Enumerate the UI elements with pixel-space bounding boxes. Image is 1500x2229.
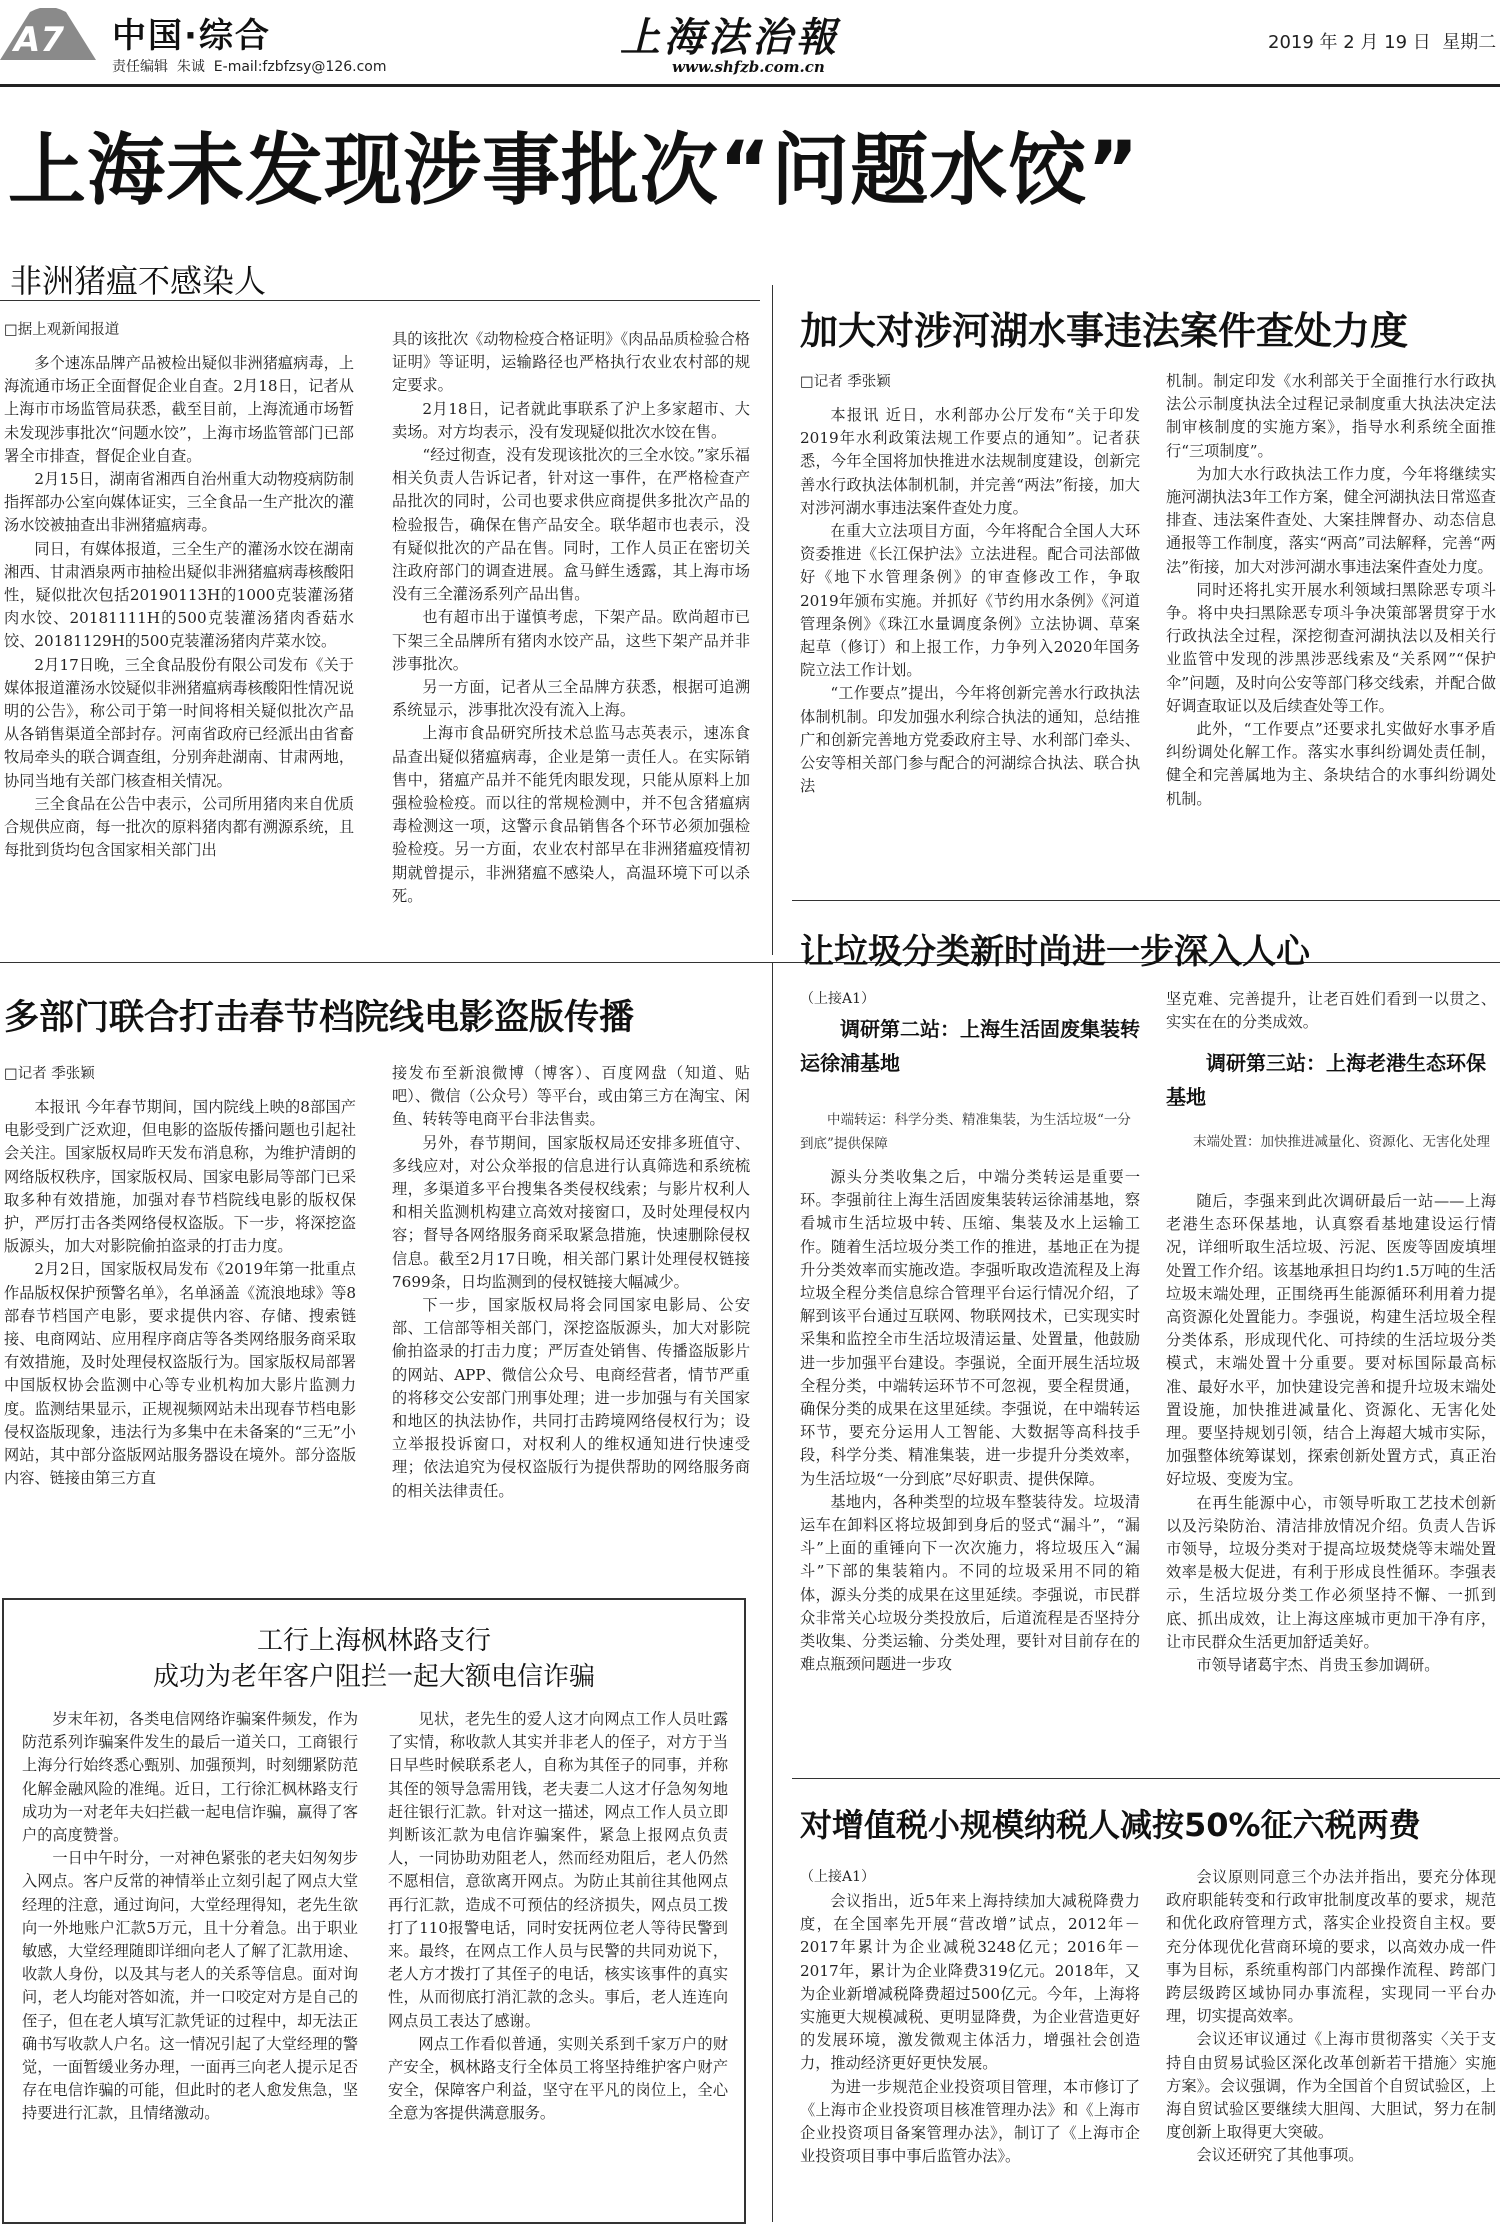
paragraph: 网点工作看似普通，实则关系到千家万户的财产安全，枫林路支行全体员工将坚持维护客户财产安全，保障客户利益，坚守在平凡的岗位上，全心全意为客提供满意服务。 <box>388 2034 728 2123</box>
paragraph: 也有超市出于谨慎考虑，下架产品。欧尚超市已下架三全品牌所有猪肉水饺产品，这些下架产品并非涉事批次。 <box>392 608 750 673</box>
article-3-col-2 <box>392 1062 750 1556</box>
section-subhead <box>1166 1046 1496 1114</box>
paragraph: 接发布至新浪微博（博客）、百度网盘（知道、贴吧）、微信（公众号）等平台，或由第三方在淘宝、闲鱼、转转等电商平台非法售卖。 <box>392 1064 750 1129</box>
divider <box>792 900 1500 901</box>
byline-2: □记者 季张颖 <box>800 374 891 390</box>
paragraph: 见状，老先生的爱人这才向网点工作人员吐露了实情，称收款人其实并非老人的侄子，对方于当日早些时候联系老人，自称为其侄子的同事，并称其侄的领导急需用钱，老夫妻二人这才仔急匆匆地赶往银行汇款。针对这一描述，网点工作人员立即判断该汇款为电信诈骗案件，紧急上报网点负责人，一同协助劝阻老人，然而经劝阻后，老人仍然不愿相信，意欲离开网点。为防止其前往其他网点再行汇款，造成不可预估的经济损失，网点员工拨打了110报警电话，同时安抚两位老人等待民警到来。最终，在网点工作人员与民警的共同劝说下，老人方才拨打了其侄子的电话，核实该事件的真实性，从而彻底打消汇款的念头。事后，老人连连向网点员工表达了感谢。 <box>388 1710 728 2030</box>
paragraph: 坚克难、完善提升，让老百姓们看到一以贯之、实实在在的分类成效。 <box>1166 990 1496 1032</box>
article-headline-3: 多部门联合打击春节档院线电影盗版传播 <box>4 998 635 1038</box>
article-headline-1: 上海未发现涉事批次“问题水饺” <box>8 126 1140 216</box>
subhead-text: 调研第二站：上海生活固废集装转运徐浦基地 <box>800 1017 1140 1075</box>
article-headline-4-line-2: 成功为老年客户阻拦一起大额电信诈骗 <box>152 1662 595 1692</box>
lead-text: 末端处置：加快推进减量化、资源化、无害化处理 <box>1193 1134 1490 1150</box>
divider <box>792 1778 1500 1779</box>
section-subhead <box>800 1012 1140 1080</box>
paragraph: “工作要点”提出，今年将创新完善水行政执法体制机制。印发加强水利综合执法的通知，总结推广和创新完善地方党委政府主导、水利部门牵头、公安等相关部门参与配合的河湖综合执法、联合执法 <box>800 684 1140 796</box>
article-5-col-2-top <box>1166 988 1496 1036</box>
continued-from: （上接A1） <box>800 991 876 1007</box>
paragraph: 另外，春节期间，国家版权局还安排多班值守、多线应对，对公众举报的信息进行认真筛选和系统梳理，多渠道多平台搜集各类侵权线索；与影片权利人和相关监测机构建立高效对接窗口，及时处理侵权内容；督导各网络服务商采取紧急措施，快速删除侵权信息。截至2月17日晚，相关部门累计处理侵权链接7699条，日均监测到的侵权链接大幅减少。 <box>392 1133 750 1291</box>
article-headline-4-line-1: 工行上海枫林路支行 <box>256 1626 491 1656</box>
paragraph: 会议指出，近5年来上海持续加大减税降费力度，在全国率先开展“营改增”试点，2012年－2017年累计为企业减税3248亿元；2016年－2017年，累计为企业降费319亿元。2018年，又为企业新增减税降费超过500亿元。今年，上海将实施更大规模减税、更明显降费，为企业营造更好的发展环境，激发微观主体活力，增强社会创造力，推动经济更好更快发展。 <box>800 1892 1140 2073</box>
divider <box>772 962 773 2222</box>
paragraph: 一日中午时分，一对神色紧张的老夫妇匆匆步入网点。客户反常的神情举止立刻引起了网点大堂经理的注意，通过询问，大堂经理得知，老先生欲向一外地账户汇款5万元，且十分着急。出于职业敏感，大堂经理随即详细向老人了解了汇款用途、收款人身份，以及其与老人的关系等信息。面对询问，老人均能对答如流，并一口咬定对方是自己的侄子，但在老人填写汇款凭证的过程中，却无法正确书写收款人户名。这一情况引起了大堂经理的警觉，一面暂缓业务办理，一面再三向老人提示足否存在电信诈骗的可能，但此时的老人愈发焦急，坚持要进行汇款，且情绪激动。 <box>22 1849 358 2123</box>
byline-1: □据上观新闻报道 <box>4 322 120 338</box>
section-lead <box>1166 1130 1496 1154</box>
continued-from: （上接A1） <box>800 1869 876 1885</box>
paragraph: 源头分类收集之后，中端分类转运是重要一环。李强前往上海生活固废集装转运徐浦基地，察看城市生活垃圾中转、压缩、集装及水上运输工作。随着生活垃圾分类工作的推进，基地正在为提升分类效率而实施改造。李强听取改造流程及上海垃圾全程分类信息综合管理平台运行情况介绍，了解到该平台通过互联网、物联网技术，已实现实时采集和监控全市生活垃圾清运量、处置量，他鼓励进一步加强平台建设。李强说，全面开展生活垃圾全程分类，中端转运环节不可忽视，要全程贯通，确保分类的成果在这里延续。李强说，在中端转运环节，要充分运用人工智能、大数据等高科技手段，科学分类、精准集装，进一步提升分类效率，为生活垃圾“一分到底”尽好职责、提供保障。 <box>800 1168 1140 1488</box>
divider <box>0 300 760 301</box>
article-4-col-1 <box>22 1708 358 2216</box>
website: www.shfzb.com.cn <box>672 58 825 76</box>
lead-text: 中端转运：科学分类、精准集装，为生活垃圾“一分到底”提供保障 <box>800 1112 1131 1152</box>
paragraph: 此外，“工作要点”还要求扎实做好水事矛盾纠纷调处化解工作。落实水事纠纷调处责任制，健全和完善属地为主、条块结合的水事纠纷调处机制。 <box>1166 720 1496 808</box>
issue-date: 2019 年 2 月 19 日 星期二 <box>1268 32 1497 53</box>
byline-3: □记者 季张颖 <box>4 1066 95 1082</box>
paragraph: 2月18日，记者就此事联系了沪上多家超市、大卖场。对方均表示，没有发现疑似批次水饺在售。 <box>392 399 750 441</box>
subhead-text: 调研第三站：上海老港生态环保基地 <box>1166 1051 1486 1109</box>
paragraph: 基地内，各种类型的垃圾车整装待发。垃圾清运车在卸料区将垃圾卸到身后的竖式“漏斗”，“漏斗”上面的重锤向下一次次施力，将垃圾压入“漏斗”下部的集装箱内。不同的垃圾采用不同的箱体，源头分类的成果在这里延续。李强说，市民群众非常关心垃圾分类投放后，后道流程是否坚持分类收集、分类运输、分类处理，要针对目前存在的难点瓶颈问题进一步攻 <box>800 1492 1140 1674</box>
article-2-col-2 <box>1166 370 1496 952</box>
paragraph: 多个速冻品牌产品被检出疑似非洲猪瘟病毒，上海流通市场正全面督促企业自查。2月18日，记者从上海市市场监管局获悉，截至目前，上海流通市场暂未发现涉事批次“问题水饺”，上海市场监管部门已部署全市排查，督促企业自查。 <box>4 354 354 465</box>
paragraph: 本报讯 今年春节期间，国内院线上映的8部国产电影受到广泛欢迎，但电影的盗版传播问题也引起社会关注。国家版权局昨天发布消息称，为维护清朗的网络版权秩序，国家版权局、国家电影局等部门已采取多种有效措施，加强对春节档院线电影的版权保护，严厉打击各类网络侵权盗版。下一步，将深挖盗版源头，加大对影院偷拍盗录的打击力度。 <box>4 1098 356 1256</box>
paragraph: 另一方面，记者从三全品牌方获悉，根据可追溯系统显示，涉事批次没有流入上海。 <box>392 678 750 720</box>
paragraph: 会议原则同意三个办法并指出，要充分体现政府职能转变和行政审批制度改革的要求，规范和优化政府管理方式，落实企业投资自主权。要充分体现优化营商环境的要求，以高效办成一件事为目标，系统重构部门内部操作流程、跨部门跨层级跨区域协同办事流程，实现同一平台办理，切实提高效率。 <box>1166 1868 1496 2026</box>
paragraph: 2月15日，湖南省湘西自治州重大动物疫病防制指挥部办公室向媒体证实，三全食品一生产批次的灌汤水饺被抽查出非洲猪瘟病毒。 <box>4 470 354 535</box>
paragraph: 为加大水行政执法工作力度，今年将继续实施河湖执法3年工作方案，健全河湖执法日常巡查排查、违法案件查处、大案挂牌督办、动态信息通报等工作制度，落实“两高”司法解释，完善“两法”衔接，加大对涉河湖水事违法案件查处力度。 <box>1166 464 1496 576</box>
paragraph: 机制。制定印发《水利部关于全面推行水行政执法公示制度执法全过程记录制度重大执法决定法制审核制度的实施方案》，指导水利系统全面推行“三项制度”。 <box>1166 372 1496 460</box>
article-1-col-2 <box>392 328 750 952</box>
paragraph: 同时还将扎实开展水利领域扫黑除恶专项斗争。将中央扫黑除恶专项斗争决策部署贯穿于水行政执法全过程，深挖彻查河湖执法以及相关行业监管中发现的涉黑涉恶线索及“关系网”“保护伞”问题，及时向公安等部门移交线索，并配合做好调查取证以及后续查处等工作。 <box>1166 580 1496 715</box>
article-3-col-1 <box>4 1096 356 1556</box>
masthead-logo: 上海法治報 <box>620 14 840 61</box>
paragraph: 本报讯 近日，水利部办公厅发布“关于印发2019年水利政策法规工作要点的通知”。记者获悉，今年全国将加快推进水法规制度建设，创新完善水行政执法体制机制，并完善“两法”衔接，加大对涉河湖水事违法案件查处力度。 <box>800 406 1140 517</box>
section-title: 中国·综合 <box>112 16 271 56</box>
paragraph: 市领导诸葛宇杰、肖贵玉参加调研。 <box>1196 1656 1440 1675</box>
article-headline-6: 对增值税小规模纳税人减按50%征六税两费 <box>800 1806 1421 1844</box>
paragraph: 具的该批次《动物检疫合格证明》《肉品品质检验合格证明》等证明，运输路径也严格执行农业农村部的规定要求。 <box>392 330 750 395</box>
header-rule <box>0 84 1500 87</box>
paragraph: 岁末年初，各类电信网络诈骗案件频发，作为防范系列诈骗案件发生的最后一道关口，工商银行上海分行始终悉心甄别、加强预判，时刻绷紧防范化解金融风险的准绳。近日，工行徐汇枫林路支行成功为一对老年夫妇拦截一起电信诈骗，赢得了客户的高度赞誉。 <box>22 1710 358 1845</box>
editor-line: 责任编辑 朱诚 E-mail:fzbfzsy@126.com <box>112 59 387 75</box>
article-5-col-2 <box>1166 1190 1496 1766</box>
article-subheadline-1: 非洲猪瘟不感染人 <box>10 262 267 300</box>
paragraph: 下一步，国家版权局将会同国家电影局、公安部、工信部等相关部门，深挖盗版源头，加大对影院偷拍盗录的打击力度；严厉查处销售、传播盗版影片的网站、APP、微信公众号、电商经营者，情节严重的将移交公安部门刑事处理；进一步加强与有关国家和地区的执法协作，共同打击跨境网络侵权行为；设立举报投诉窗口，对权利人的维权通知进行快速受理；依法追究为侵权盗版行为提供帮助的网络服务商的相关法律责任。 <box>392 1296 750 1500</box>
page-header <box>0 0 1500 90</box>
paragraph: 会议还审议通过《上海市贯彻落实〈关于支持自由贸易试验区深化改革创新若干措施〉实施方案》。会议强调，作为全国首个自贸试验区，上海自贸试验区要继续大胆闯、大胆试，努力在制度创新上取得更大突破。 <box>1166 2030 1496 2142</box>
page-number: A7 <box>14 20 64 60</box>
paragraph: 同日，有媒体报道，三全生产的灌汤水饺在湖南湘西、甘肃酒泉两市抽检出疑似非洲猪瘟病毒核酸阳性，疑似批次包括20190113H的1000克装灌汤猪肉水饺、20181111H的500克装灌汤猪肉香菇水饺、20181129H的500克装灌汤猪肉芹菜水饺。 <box>4 539 354 651</box>
paragraph: “经过彻查，没有发现该批次的三全水饺。”家乐福相关负责人告诉记者，针对这一事件，在严格检查产品批次的同时，公司也要求供应商提供多批次产品的检验报告，确保在售产品安全。联华超市也表示，没有疑似批次的产品在售。同时，工作人员正在密切关注政府部门的调查进展。盒马鲜生透露，其上海市场没有三全灌汤系列产品出售。 <box>392 446 750 604</box>
paragraph: 随后，李强来到此次调研最后一站——上海老港生态环保基地，认真察看基地建设运行情况，详细听取生活垃圾、污泥、医废等固废填埋处置工作介绍。该基地承担日均约1.5万吨的生活垃圾末端处理，正围绕再生能源循环利用着力提高资源化处置能力。李强说，构建生活垃圾全程分类体系，形成现代化、可持续的生活垃圾分类模式，末端处置十分重要。要对标国际最高标准、最好水平，加快建设完善和提升垃圾末端处置设施，加快推进减量化、资源化、无害化处理。要坚持规划引领，结合上海超大城市实际，加强整体统筹谋划，探索创新处置方式，真正治好垃圾、变废为宝。 <box>1166 1192 1496 1489</box>
article-headline-5: 让垃圾分类新时尚进一步深入人心 <box>800 932 1310 972</box>
paragraph: 在重大立法项目方面，今年将配合全国人大环资委推进《长江保护法》立法进程。配合司法部做好《地下水管理条例》的审查修改工作，争取2019年颁布实施。并抓好《节约用水条例》《河道管理条例》《珠江水量调度条例》立法协调、草案起草（修订）和上报工作，力争列入2020年国务院立法工作计划。 <box>800 522 1140 680</box>
article-4-col-2 <box>388 1708 728 2216</box>
paragraph: 2月2日，国家版权局发布《2019年第一批重点作品版权保护预警名单》，名单涵盖《流浪地球》等8部春节档国产电影，要求提供内容、存储、搜索链接、电商网站、应用程序商店等各类网络服务商采取有效措施，及时处理侵权盗版行为。国家版权局部署中国版权协会监测中心等专业机构加大影片监测力度。监测结果显示，正规视频网站未出现春节档电影侵权盗版现象，违法行为多集中在未备案的“三无”小网站，其中部分盗版网站服务器设在境外。部分盗版内容、链接由第三方直 <box>4 1260 356 1488</box>
section-lead <box>800 1108 1140 1156</box>
article-headline-2: 加大对涉河湖水事违法案件查处力度 <box>800 309 1409 353</box>
paragraph: 在再生能源中心，市领导听取工艺技术创新以及污染防治、清洁排放情况介绍。负责人告诉市领导，垃圾分类对于提高垃圾焚烧等末端处置效率是极大促进，有利于形成良性循环。李强表示，生活垃圾分类工作必须坚持不懈、一抓到底、抓出成效，让上海这座城市更加干净有序，让市民群众生活更加舒适美好。 <box>1166 1493 1496 1651</box>
paragraph: 三全食品在公告中表示，公司所用猪肉来自优质合规供应商，每一批次的原料猪肉都有溯源系统，且每批到货均包含国家相关部门出 <box>4 794 354 860</box>
paragraph: 上海市食品研究所技术总监马志英表示，速冻食品查出疑似猪瘟病毒，企业是第一责任人。在实际销售中，猪瘟产品并不能凭肉眼发现，只能从原料上加强检验检疫。而以往的常规检测中，并不包含猪瘟病毒检测这一项，这警示食品销售各个环节必须加强检验检疫。另一方面，农业农村部早在非洲猪瘟疫情初期就曾提示，非洲猪瘟不感染人，高温环境下可以杀死。 <box>392 724 750 905</box>
article-1-col-1 <box>4 352 354 952</box>
article-6-col-1 <box>800 1890 1140 2222</box>
article-2-col-1 <box>800 404 1140 952</box>
page-number-badge <box>0 8 96 60</box>
paragraph: 2月17日晚，三全食品股份有限公司发布《关于媒体报道灌汤水饺疑似非洲猪瘟病毒核酸阳性情况说明的公告》，称公司于第一时间将相关疑似批次产品从各销售渠道全部封存。河南省政府已经派出由省畜牧局牵头的联合调查组，分别奔赴湖南、甘肃两地，协同当地有关部门核查相关情况。 <box>4 655 354 790</box>
article-6-col-2 <box>1166 1866 1496 2222</box>
divider <box>772 285 773 955</box>
paragraph: 为进一步规范企业投资项目管理，本市修订了《上海市企业投资项目核准管理办法》和《上海市企业投资项目备案管理办法》，制订了《上海市企业投资项目事中事后监管办法》。 <box>800 2077 1140 2166</box>
paragraph: 会议还研究了其他事项。 <box>1196 2146 1364 2165</box>
article-5-col-1 <box>800 1166 1140 1766</box>
